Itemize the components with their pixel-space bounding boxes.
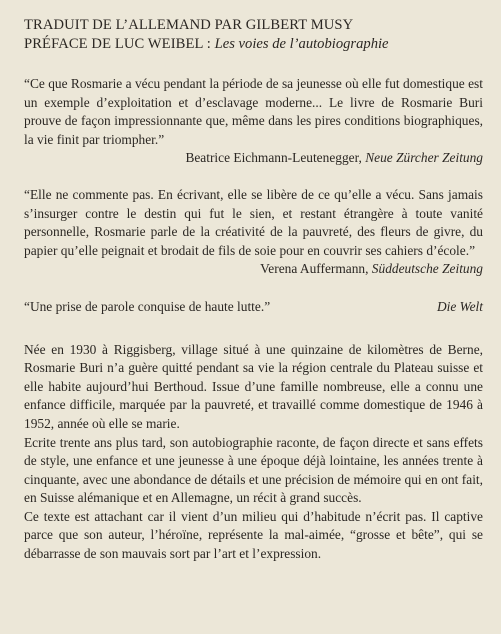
bio-paragraph: Ce texte est attachant car il vient d’un milieu qui d’habitude n’écrit pas. Il captive parce que son auteur, l’héroïne, représente la mal-aimée, “grosse et bête”, qui se débarrasse de son mauvais sort par l’art et l’expression. <box>24 508 483 562</box>
quote-author: Beatrice Eichmann-Leutenegger, <box>185 150 366 166</box>
quote-source <box>24 260 483 279</box>
bio-paragraph: Ecrite trente ans plus tard, son autobiographie raconte, de façon directe et sans effets de style, une enfance et une jeunesse à une époque déjà lointaine, les années trente à cinquante, avec une abondance de détails et une précision de mémoire qui en ont fait, en Suisse alémanique et en Allemagne, un récit à grand succès. <box>24 434 483 506</box>
quote-publication: Die Welt <box>437 298 483 314</box>
preface-credit <box>24 35 483 54</box>
bio-paragraph: Née en 1930 à Riggisberg, village situé à une quinzaine de kilomètres de Berne, Rosmarie Buri n’a guère quitté pendant sa vie la région centrale du Plateau suisse et elle habite aujourd’hui Berthoud. Issue d’une famille nombreuse, elle a connu une enfance difficile, marquée par la pauvreté, et travaillé comme domestique de 1946 à 1952, année où elle se marie. <box>24 341 483 431</box>
quote-source <box>437 298 483 317</box>
quote-text: “Ce que Rosmarie a vécu pendant la période de sa jeunesse où elle fut domestique est un exemple d’exploitation et d’esclavage moderne... Le livre de Rosmarie Buri prouve de façon impressionnante que, même dans les pires conditions biographiques, la vie finit par triompher.” <box>24 76 483 147</box>
quote-publication: Süddeutsche Zeitung <box>371 261 483 277</box>
press-quote <box>24 75 483 168</box>
quote-publication: Neue Zürcher Zeitung <box>365 150 483 166</box>
preface-prefix: PRÉFACE DE LUC WEIBEL : <box>24 36 215 52</box>
quote-text: “Une prise de parole conquise de haute lutte.” <box>24 298 271 314</box>
translation-credit: TRADUIT DE L’ALLEMAND PAR GILBERT MUSY <box>24 17 354 33</box>
quote-source <box>24 149 483 168</box>
quote-text: “Elle ne commente pas. En écrivant, elle se libère de ce qu’elle a vécu. Sans jamais s’insurger contre le destin qui fut le sien, et restant étrangère à toute vanité personnelle, Rosmarie parle de la créativité de la pauvreté, des fleurs de givre, du papier qu’elle peignait et brodait de fils de soie pour en couvrir ses cahiers d’école.” <box>24 186 483 258</box>
preface-title: Les voies de l’autobiographie <box>214 36 389 52</box>
press-quote <box>24 298 483 317</box>
author-bio <box>24 341 483 564</box>
credits-block <box>24 16 483 54</box>
press-quote <box>24 186 483 279</box>
quote-author: Verena Auffermann, <box>260 261 372 277</box>
